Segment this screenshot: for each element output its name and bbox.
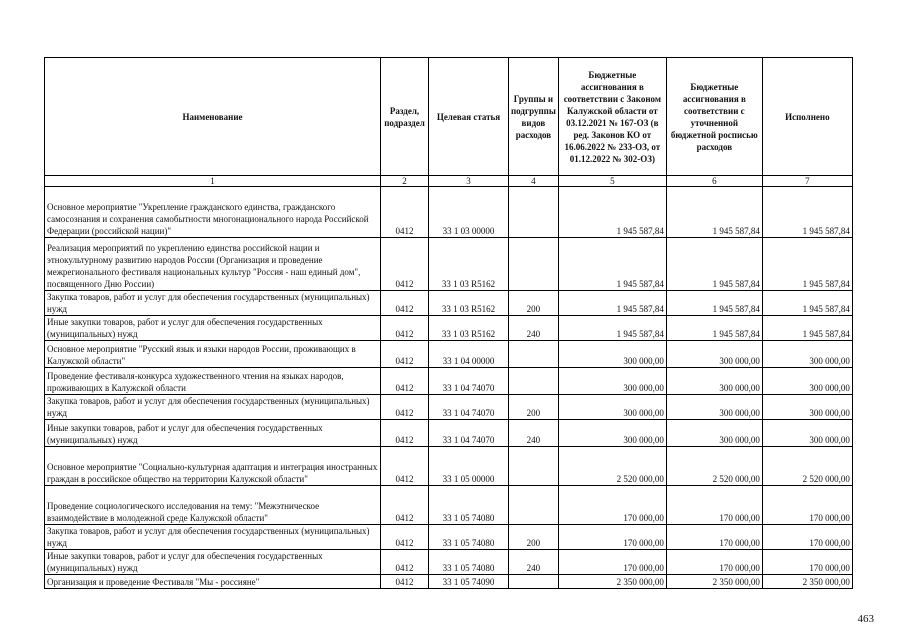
header-refined-allocation: Бюджетные ассигнования в соответствии с уточненной бюджетной росписью расходов: [666, 58, 762, 176]
row-target-article: 33 1 05 74080: [429, 550, 509, 575]
row-expense-group: 240: [509, 316, 559, 341]
table-row: [45, 291, 853, 316]
row-section: 0412: [381, 575, 429, 589]
row-expense-group: 200: [509, 395, 559, 420]
row-expense-group: [509, 575, 559, 589]
row-law-allocation: 170 000,00: [558, 486, 666, 525]
row-refined-allocation: 2 520 000,00: [666, 447, 762, 486]
header-law-allocation: Бюджетные ассигнования в соответствии с Законом Калужской области от 03.12.2021 № 167-ОЗ (в ред. Законов КО от 16.06.2022 № 233-ОЗ, от 01.12.2022 № 302-ОЗ): [558, 58, 666, 176]
row-refined-allocation: 300 000,00: [666, 368, 762, 395]
table-row: [45, 238, 853, 291]
row-expense-group: [509, 368, 559, 395]
row-target-article: 33 1 05 00000: [429, 447, 509, 486]
row-law-allocation: 170 000,00: [558, 550, 666, 575]
column-number: 2: [381, 176, 429, 187]
row-executed: 1 945 587,84: [762, 238, 852, 291]
row-executed: 300 000,00: [762, 420, 852, 447]
row-expense-group: 200: [509, 291, 559, 316]
page-number: 463: [857, 613, 874, 625]
table-row: [45, 368, 853, 395]
row-executed: 1 945 587,84: [762, 187, 852, 238]
row-section: 0412: [381, 525, 429, 550]
row-law-allocation: 170 000,00: [558, 525, 666, 550]
row-expense-group: [509, 187, 559, 238]
row-name: Иные закупки товаров, работ и услуг для обеспечения государственных (муниципальных) нужд: [45, 550, 381, 575]
row-expense-group: 240: [509, 550, 559, 575]
row-target-article: 33 1 03 00000: [429, 187, 509, 238]
row-target-article: 33 1 05 74080: [429, 486, 509, 525]
row-name: Проведение социологического исследования на тему: "Межэтническое взаимодействие в молодежной среде Калужской области": [45, 486, 381, 525]
row-section: 0412: [381, 395, 429, 420]
header-section: Раздел, подраздел: [381, 58, 429, 176]
column-number: 5: [558, 176, 666, 187]
table-row: [45, 187, 853, 238]
row-section: 0412: [381, 420, 429, 447]
row-target-article: 33 1 04 00000: [429, 341, 509, 368]
header-groups: Группы и подгруппы видов расходов: [509, 58, 559, 176]
table-row: [45, 550, 853, 575]
row-section: 0412: [381, 486, 429, 525]
row-target-article: 33 1 05 74090: [429, 575, 509, 589]
row-refined-allocation: 170 000,00: [666, 525, 762, 550]
row-section: 0412: [381, 238, 429, 291]
header-name: Наименование: [45, 58, 381, 176]
column-number: 4: [509, 176, 559, 187]
row-executed: 2 350 000,00: [762, 575, 852, 589]
row-law-allocation: 1 945 587,84: [558, 187, 666, 238]
row-name: Основное мероприятие "Укрепление гражданского единства, гражданского самосознания и сохранения самобытности многонационального народа Российской Федерации (российской нации)": [45, 187, 381, 238]
row-executed: 170 000,00: [762, 486, 852, 525]
row-law-allocation: 300 000,00: [558, 420, 666, 447]
row-section: 0412: [381, 368, 429, 395]
row-law-allocation: 300 000,00: [558, 368, 666, 395]
row-refined-allocation: 1 945 587,84: [666, 238, 762, 291]
row-executed: 1 945 587,84: [762, 291, 852, 316]
column-number-row: [45, 176, 853, 187]
budget-table: [44, 57, 853, 589]
header-row: [45, 58, 853, 176]
row-section: 0412: [381, 291, 429, 316]
row-executed: 170 000,00: [762, 525, 852, 550]
header-executed: Исполнено: [762, 58, 852, 176]
row-law-allocation: 1 945 587,84: [558, 316, 666, 341]
row-law-allocation: 300 000,00: [558, 341, 666, 368]
row-name: Основное мероприятие "Социально-культурная адаптация и интеграция иностранных граждан в российское общество на территории Калужской области": [45, 447, 381, 486]
row-name: Основное мероприятие "Русский язык и языки народов России, проживающих в Калужской области": [45, 341, 381, 368]
table-row: [45, 420, 853, 447]
table-row: [45, 575, 853, 589]
row-refined-allocation: 1 945 587,84: [666, 291, 762, 316]
table-row: [45, 341, 853, 368]
row-executed: 170 000,00: [762, 550, 852, 575]
row-target-article: 33 1 04 74070: [429, 368, 509, 395]
row-executed: 300 000,00: [762, 341, 852, 368]
row-section: 0412: [381, 447, 429, 486]
table-row: [45, 525, 853, 550]
row-expense-group: [509, 447, 559, 486]
column-number: 1: [45, 176, 381, 187]
row-law-allocation: 2 520 000,00: [558, 447, 666, 486]
row-section: 0412: [381, 316, 429, 341]
row-target-article: 33 1 03 R5162: [429, 316, 509, 341]
row-executed: 300 000,00: [762, 368, 852, 395]
row-name: Реализация мероприятий по укреплению единства российской нации и этнокультурному развитию народов России (Организация и проведение межрегионального фестиваля национальных культур "Россия - наш единый дом", посвященного Дню России): [45, 238, 381, 291]
row-executed: 300 000,00: [762, 395, 852, 420]
row-law-allocation: 1 945 587,84: [558, 291, 666, 316]
row-law-allocation: 1 945 587,84: [558, 238, 666, 291]
row-expense-group: [509, 238, 559, 291]
row-target-article: 33 1 04 74070: [429, 420, 509, 447]
table-row: [45, 395, 853, 420]
column-number: 6: [666, 176, 762, 187]
row-expense-group: [509, 486, 559, 525]
table-row: [45, 447, 853, 486]
row-name: Закупка товаров, работ и услуг для обеспечения государственных (муниципальных) нужд: [45, 395, 381, 420]
table-row: [45, 316, 853, 341]
row-expense-group: 240: [509, 420, 559, 447]
row-law-allocation: 2 350 000,00: [558, 575, 666, 589]
row-refined-allocation: 170 000,00: [666, 486, 762, 525]
row-name: Проведение фестиваля-конкурса художественного чтения на языках народов, проживающих в Калужской области: [45, 368, 381, 395]
row-law-allocation: 300 000,00: [558, 395, 666, 420]
table-row: [45, 486, 853, 525]
row-refined-allocation: 2 350 000,00: [666, 575, 762, 589]
row-refined-allocation: 300 000,00: [666, 341, 762, 368]
row-section: 0412: [381, 550, 429, 575]
column-number: 7: [762, 176, 852, 187]
row-executed: 1 945 587,84: [762, 316, 852, 341]
row-target-article: 33 1 05 74080: [429, 525, 509, 550]
row-section: 0412: [381, 341, 429, 368]
row-refined-allocation: 1 945 587,84: [666, 316, 762, 341]
row-refined-allocation: 170 000,00: [666, 550, 762, 575]
column-number: 3: [429, 176, 509, 187]
row-name: Закупка товаров, работ и услуг для обеспечения государственных (муниципальных) нужд: [45, 525, 381, 550]
row-name: Иные закупки товаров, работ и услуг для обеспечения государственных (муниципальных) нужд: [45, 316, 381, 341]
row-target-article: 33 1 03 R5162: [429, 238, 509, 291]
row-executed: 2 520 000,00: [762, 447, 852, 486]
row-expense-group: [509, 341, 559, 368]
row-target-article: 33 1 04 74070: [429, 395, 509, 420]
row-target-article: 33 1 03 R5162: [429, 291, 509, 316]
row-refined-allocation: 300 000,00: [666, 395, 762, 420]
row-name: Организация и проведение Фестиваля "Мы - россияне": [45, 575, 381, 589]
row-expense-group: 200: [509, 525, 559, 550]
header-target: Целевая статья: [429, 58, 509, 176]
row-name: Закупка товаров, работ и услуг для обеспечения государственных (муниципальных) нужд: [45, 291, 381, 316]
row-refined-allocation: 300 000,00: [666, 420, 762, 447]
row-name: Иные закупки товаров, работ и услуг для обеспечения государственных (муниципальных) нужд: [45, 420, 381, 447]
row-refined-allocation: 1 945 587,84: [666, 187, 762, 238]
row-section: 0412: [381, 187, 429, 238]
